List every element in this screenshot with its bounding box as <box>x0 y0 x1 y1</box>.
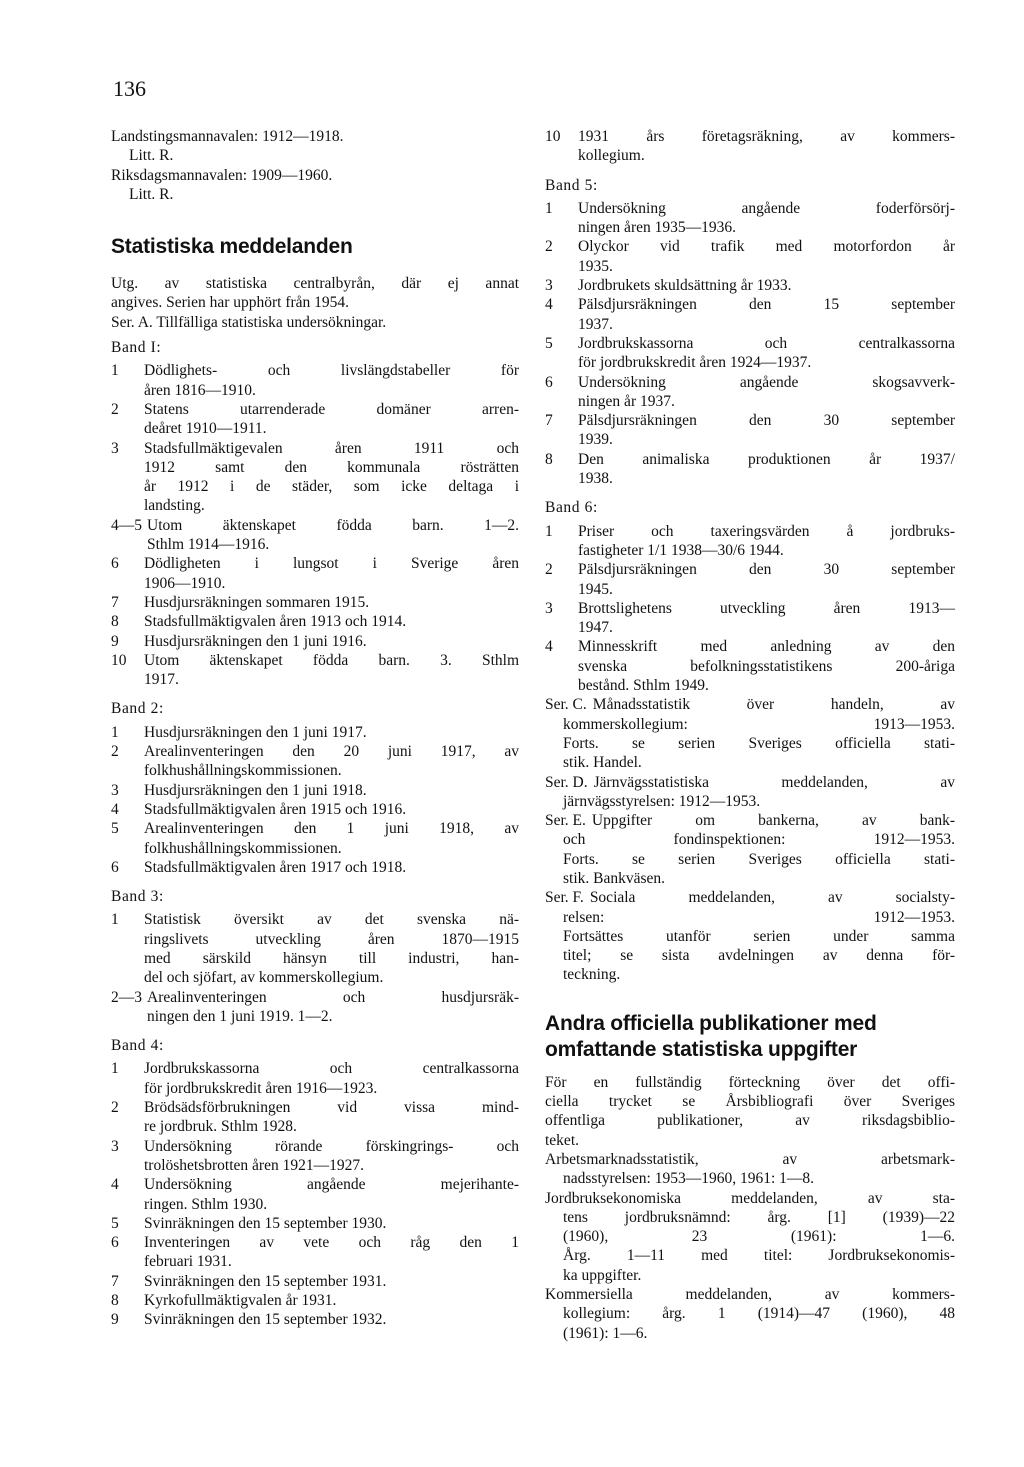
item-text <box>147 516 519 555</box>
item-line: Jordbrukets skuldsättning år 1933. <box>578 277 792 295</box>
list-item <box>111 800 519 819</box>
item-line: 1938. <box>578 470 613 488</box>
series-line: och fondinspektionen: 1912—1953. <box>563 831 955 849</box>
item-line: folkhushållningskommissionen. <box>144 762 342 780</box>
item-number: 2 <box>111 1099 119 1117</box>
item-text <box>144 1272 519 1291</box>
item-text <box>144 742 519 781</box>
entry-line: (1960), 23 (1961): 1—6. <box>563 1228 955 1246</box>
item-line: ringslivets utveckling åren 1870—1915 <box>144 930 519 948</box>
item-line: Svinräkningen den 15 september 1930. <box>144 1214 387 1232</box>
entry-line: tens jordbruksnämnd: årg. [1] (1939)—22 <box>563 1208 955 1226</box>
intro-paragraph <box>545 1073 955 1150</box>
entry-line: ka uppgifter. <box>563 1266 642 1284</box>
item-number: 6 <box>111 555 119 573</box>
item-line: Den animaliska produktionen år 1937/ <box>578 450 955 468</box>
item-number: 5 <box>111 1214 119 1232</box>
band4-list <box>111 1059 519 1329</box>
list-item <box>111 1175 519 1214</box>
heading-line: omfattande statistiska uppgifter <box>545 1037 858 1061</box>
item-line: ningen den 1 juni 1919. 1—2. <box>147 1007 333 1025</box>
entry-line: Arbetsmarknadsstatistik, av arbetsmark- <box>545 1150 955 1168</box>
item-text <box>144 1310 519 1329</box>
item-number: 3 <box>111 1137 119 1155</box>
item-text <box>144 800 519 819</box>
item-line: för jordbrukskredit åren 1916—1923. <box>144 1079 378 1097</box>
band4-continued-list <box>545 127 955 166</box>
para-line: offentliga publikationer, av riksdagsbiblio- <box>545 1112 955 1130</box>
item-text <box>144 439 519 516</box>
series-line: teckning. <box>563 966 621 984</box>
item-line: åren 1816—1910. <box>144 381 256 399</box>
series-entry <box>545 773 955 812</box>
heading-line: Andra officiella publikationer med <box>545 1011 877 1035</box>
item-line: med särskild hänsyn till industri, han- <box>144 949 519 967</box>
item-line: Brottslighetens utveckling åren 1913— <box>578 599 955 617</box>
series-line: stik. Handel. <box>563 754 642 772</box>
series-line: järnvägsstyrelsen: 1912—1953. <box>563 792 761 810</box>
band1-list <box>111 361 519 689</box>
entry-line: Årg. 1—11 med titel: Jordbruksekonomis- <box>563 1247 955 1265</box>
item-text <box>144 612 519 631</box>
band-label: Band 6: <box>545 499 598 517</box>
item-number: 7 <box>111 1272 119 1290</box>
list-item <box>545 373 955 412</box>
entry-line: Jordbruksekonomiska meddelanden, av sta- <box>545 1189 955 1207</box>
item-line: februari 1931. <box>144 1253 232 1271</box>
item-line: Undersökning angående mejerihante- <box>144 1176 519 1194</box>
section-heading-2 <box>545 1011 955 1063</box>
band3-list <box>111 910 519 1026</box>
item-line: Stadsfullmäktigvalen åren 1915 och 1916. <box>144 800 407 818</box>
item-line: Arealinventeringen den 1 juni 1918, av <box>144 820 519 838</box>
series-line: Sociala meddelanden, av socialsty- <box>589 889 955 907</box>
item-line: Husdjursräkningen den 1 juni 1916. <box>144 632 367 650</box>
item-number: 1 <box>111 1060 119 1078</box>
list-item <box>545 276 955 295</box>
item-text <box>578 237 955 276</box>
item-text <box>144 632 519 651</box>
item-number: 3 <box>545 599 553 617</box>
list-item <box>111 742 519 781</box>
list-item <box>111 988 519 1027</box>
item-line: Svinräkningen den 15 september 1932. <box>144 1311 387 1329</box>
item-line: ningen åren 1935—1936. <box>578 219 736 237</box>
item-text <box>144 361 519 400</box>
item-line: kollegium. <box>578 147 645 165</box>
item-number: 8 <box>111 613 119 631</box>
band2-list <box>111 723 519 877</box>
item-text <box>578 373 955 412</box>
list-item <box>545 411 955 450</box>
item-line: svenska befolkningsstatistikens 200-åriga <box>578 657 955 675</box>
item-line: 1935. <box>578 257 613 275</box>
item-number: 1 <box>545 199 553 217</box>
item-line: Pälsdjursräkningen den 30 september <box>578 412 955 430</box>
item-number: 9 <box>111 632 119 650</box>
item-text <box>578 637 955 695</box>
item-number: 4 <box>111 1176 119 1194</box>
item-number: 6 <box>111 858 119 876</box>
item-number: 1 <box>545 522 553 540</box>
item-line: 1937. <box>578 315 613 333</box>
item-line: Undersökning angående skogsavverk- <box>578 373 955 391</box>
item-line: Sthlm 1914—1916. <box>147 536 270 554</box>
list-item <box>545 599 955 638</box>
item-number: 7 <box>111 593 119 611</box>
intro-line: Litt. R. <box>129 185 174 203</box>
series-line: stik. Bankväsen. <box>563 869 666 887</box>
series-list <box>545 695 955 984</box>
item-text <box>578 522 955 561</box>
item-line: Kyrkofullmäktigvalen år 1931. <box>144 1292 337 1310</box>
list-item <box>545 127 955 166</box>
item-line: Husdjursräkningen den 1 juni 1918. <box>144 781 367 799</box>
item-line: 1931 års företagsräkning, av kommers- <box>578 128 955 145</box>
series-line: Forts. se serien Sveriges officiella stati- <box>563 850 955 868</box>
desc-line: angives. Serien har upphört från 1954. <box>111 294 350 312</box>
series-first-line <box>545 773 955 792</box>
item-text <box>578 276 955 295</box>
series-entry <box>545 811 955 888</box>
item-text <box>578 411 955 450</box>
list-item <box>111 781 519 800</box>
item-line: Husdjursräkningen sommaren 1915. <box>144 593 370 611</box>
item-line: Dödligheten i lungsot i Sverige åren <box>144 555 519 573</box>
item-text <box>144 1214 519 1233</box>
series-first-line <box>545 888 955 907</box>
item-text <box>144 1233 519 1272</box>
entry-line: kollegium: årg. 1 (1914)—47 (1960), 48 <box>563 1305 955 1323</box>
item-number: 2—3 <box>111 988 142 1006</box>
section-heading: Statistiska meddelanden <box>111 235 353 259</box>
item-line: 1906—1910. <box>144 574 226 592</box>
series-entry <box>545 888 955 984</box>
item-line: år 1912 i de städer, som icke deltaga i <box>144 478 519 496</box>
item-line: bestånd. Sthlm 1949. <box>578 677 709 695</box>
item-line: trolöshetsbrotten åren 1921—1927. <box>144 1156 364 1174</box>
item-number: 4 <box>545 638 553 656</box>
desc-line: Utg. av statistiska centralbyrån, där ej annat <box>111 275 519 293</box>
intro-line: Landstingsmannavalen: 1912—1918. <box>111 128 344 145</box>
series-line: Järnvägsstatistiska meddelanden, av <box>593 773 955 791</box>
series-label: Ser. D. <box>545 773 588 791</box>
item-number: 6 <box>545 373 553 391</box>
series-label: Ser. F. <box>545 889 584 907</box>
item-number: 2 <box>111 400 119 418</box>
item-line: Stadsfullmäktigevalen åren 1911 och <box>144 439 519 457</box>
item-number: 3 <box>545 277 553 295</box>
item-line: 1917. <box>144 671 179 689</box>
para-line: teket. <box>545 1131 579 1149</box>
section-description <box>111 274 519 332</box>
left-column <box>111 127 519 1330</box>
list-item <box>545 450 955 489</box>
item-text <box>578 334 955 373</box>
item-line: fastigheter 1/1 1938—30/6 1944. <box>578 541 784 559</box>
intro-block <box>111 127 519 204</box>
list-item <box>111 400 519 439</box>
item-line: Utom äktenskapet födda barn. 3. Sthlm <box>144 651 519 669</box>
series-line: Forts. se serien Sveriges officiella stati- <box>563 734 955 752</box>
list-item <box>111 361 519 400</box>
intro-line: Riksdagsmannavalen: 1909—1960. <box>111 166 333 184</box>
item-line: Inventeringen av vete och råg den 1 <box>144 1234 519 1252</box>
item-line: Arealinventeringen den 20 juni 1917, av <box>144 743 519 761</box>
item-number: 1 <box>111 911 119 929</box>
publication-entry <box>545 1189 955 1285</box>
item-text <box>144 910 519 987</box>
series-line: Fortsättes utanför serien under samma <box>563 927 955 945</box>
intro-line: Litt. R. <box>129 147 174 165</box>
desc-line: Ser. A. Tillfälliga statistiska undersökningar. <box>111 313 387 331</box>
item-line: 1945. <box>578 580 613 598</box>
entry-line: nadsstyrelsen: 1953—1960, 1961: 1—8. <box>563 1170 814 1188</box>
list-item <box>545 334 955 373</box>
item-text <box>578 599 955 638</box>
publication-entry <box>545 1285 955 1343</box>
item-line: Dödlighets- och livslängdstabeller för <box>144 362 519 380</box>
series-line: Månadsstatistik över handeln, av <box>592 696 955 714</box>
item-text <box>144 1137 519 1176</box>
series-label: Ser. E. <box>545 812 586 830</box>
item-line: ningen år 1937. <box>578 392 675 410</box>
series-label: Ser. C. <box>545 696 587 714</box>
item-line: Brödsädsförbrukningen vid vissa mind- <box>144 1099 519 1117</box>
item-line: Pälsdjursräkningen den 30 september <box>578 561 955 579</box>
list-item <box>111 439 519 516</box>
list-item <box>111 1214 519 1233</box>
list-item <box>111 1137 519 1176</box>
series-entry <box>545 695 955 772</box>
item-text <box>144 819 519 858</box>
item-line: Priser och taxeringsvärden å jordbruks- <box>578 522 955 540</box>
item-text <box>144 1175 519 1214</box>
entry-line: (1961): 1—6. <box>563 1324 648 1342</box>
list-item <box>111 1291 519 1310</box>
item-number: 1 <box>111 362 119 380</box>
list-item <box>111 819 519 858</box>
publication-entry <box>545 1150 955 1189</box>
para-line: För en fullständig förteckning över det offi- <box>545 1073 955 1091</box>
list-item <box>111 651 519 690</box>
item-text <box>144 1059 519 1098</box>
list-item <box>111 1272 519 1291</box>
item-text <box>578 450 955 489</box>
item-number: 10 <box>545 128 561 145</box>
band-label: Band 4: <box>111 1037 164 1055</box>
item-number: 4 <box>111 800 119 818</box>
item-text <box>578 560 955 599</box>
item-line: deåret 1910—1911. <box>144 420 267 438</box>
item-number: 10 <box>111 651 127 669</box>
series-line: kommerskollegium: 1913—1953. <box>563 715 955 733</box>
list-item <box>111 632 519 651</box>
item-number: 7 <box>545 412 553 430</box>
item-number: 5 <box>545 334 553 352</box>
item-text <box>144 554 519 593</box>
item-number: 5 <box>111 820 119 838</box>
item-text <box>144 593 519 612</box>
item-number: 3 <box>111 439 119 457</box>
series-line: Uppgifter om bankerna, av bank- <box>591 812 955 830</box>
item-text <box>144 723 519 742</box>
para-line: ciella trycket se Årsbibliografi över Sveriges <box>545 1093 955 1111</box>
item-line: Undersökning rörande förskingrings- och <box>144 1137 519 1155</box>
item-line: folkhushållningskommissionen. <box>144 839 342 857</box>
item-number: 4—5 <box>111 516 142 534</box>
item-line: Jordbrukskassorna och centralkassorna <box>578 334 955 352</box>
item-text <box>144 1291 519 1310</box>
item-text <box>144 858 519 877</box>
item-line: Jordbrukskassorna och centralkassorna <box>144 1060 519 1078</box>
list-item <box>111 858 519 877</box>
item-line: Utom äktenskapet födda barn. 1—2. <box>147 516 519 534</box>
item-line: för jordbrukskredit åren 1924—1937. <box>578 354 812 372</box>
item-number: 6 <box>111 1234 119 1252</box>
item-text <box>578 295 955 334</box>
band-label: Band 5: <box>545 176 598 194</box>
item-line: Stadsfullmäktigvalen åren 1917 och 1918. <box>144 858 407 876</box>
item-text <box>578 127 955 166</box>
item-line: re jordbruk. Sthlm 1928. <box>144 1118 297 1136</box>
item-line: Pälsdjursräkningen den 15 september <box>578 296 955 314</box>
list-item <box>111 612 519 631</box>
list-item <box>111 1059 519 1098</box>
item-line: Svinräkningen den 15 september 1931. <box>144 1272 387 1290</box>
list-item <box>545 237 955 276</box>
list-item <box>111 516 519 555</box>
band6-list <box>545 522 955 696</box>
publication-entries <box>545 1150 955 1343</box>
list-item <box>545 560 955 599</box>
list-item <box>545 199 955 238</box>
list-item <box>545 637 955 695</box>
band-label: Band I: <box>111 339 162 357</box>
item-text <box>578 199 955 238</box>
series-line: titel; se sista avdelningen av denna för- <box>563 947 955 965</box>
item-line: Statens utarrenderade domäner arren- <box>144 400 519 418</box>
band5-list <box>545 199 955 488</box>
item-number: 2 <box>545 238 553 256</box>
item-number: 2 <box>545 561 553 579</box>
page-number: 136 <box>113 76 146 101</box>
item-number: 8 <box>111 1292 119 1310</box>
item-line: Statistisk översikt av det svenska nä- <box>144 911 519 929</box>
item-line: 1939. <box>578 431 613 449</box>
item-text <box>147 988 519 1027</box>
item-text <box>144 781 519 800</box>
band-label: Band 2: <box>111 700 164 718</box>
list-item <box>111 1098 519 1137</box>
item-number: 9 <box>111 1311 119 1329</box>
item-text <box>144 1098 519 1137</box>
list-item <box>111 910 519 987</box>
item-line: Stadsfullmäktigvalen åren 1913 och 1914. <box>144 613 407 631</box>
item-line: del och sjöfart, av kommerskollegium. <box>144 969 384 987</box>
item-text <box>144 651 519 690</box>
list-item <box>111 1233 519 1272</box>
entry-line: Kommersiella meddelanden, av kommers- <box>545 1286 955 1304</box>
item-number: 2 <box>111 743 119 761</box>
item-number: 4 <box>545 296 553 314</box>
item-line: landsting. <box>144 497 205 515</box>
item-number: 8 <box>545 450 553 468</box>
item-line: Minnesskrift med anledning av den <box>578 638 955 656</box>
series-first-line <box>545 811 955 830</box>
list-item <box>111 593 519 612</box>
item-line: Arealinventeringen och husdjursräk- <box>147 988 519 1006</box>
item-text <box>144 400 519 439</box>
series-first-line <box>545 695 955 714</box>
item-number: 3 <box>111 781 119 799</box>
item-line: Undersökning angående foderförsörj- <box>578 199 955 217</box>
item-line: ringen. Sthlm 1930. <box>144 1195 268 1213</box>
list-item <box>111 1310 519 1329</box>
list-item <box>111 723 519 742</box>
band-label: Band 3: <box>111 888 164 906</box>
item-line: Olyckor vid trafik med motorfordon år <box>578 238 955 256</box>
item-line: 1912 samt den kommunala rösträtten <box>144 458 519 476</box>
right-column <box>545 127 955 1343</box>
item-number: 1 <box>111 723 119 741</box>
list-item <box>111 554 519 593</box>
item-line: Husdjursräkningen den 1 juni 1917. <box>144 723 367 741</box>
list-item <box>545 522 955 561</box>
item-line: 1947. <box>578 619 613 637</box>
series-line: relsen: 1912—1953. <box>563 908 955 926</box>
list-item <box>545 295 955 334</box>
